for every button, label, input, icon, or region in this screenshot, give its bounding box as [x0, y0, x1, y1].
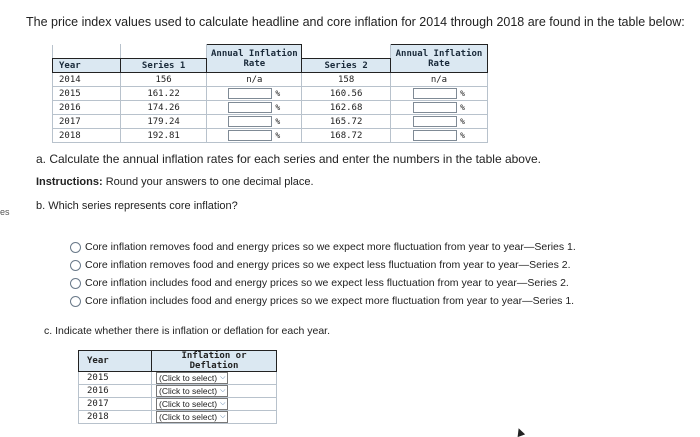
option-1[interactable]: Core inflation removes food and energy prices so we expect more fluctuation from year to year—Series 1.	[70, 238, 576, 256]
rate1-input-2015[interactable]	[228, 88, 272, 99]
option-3[interactable]: Core inflation includes food and energy prices so we expect less fluctuation from year to year—Series 2.	[70, 274, 576, 292]
price-index-table	[52, 44, 488, 143]
chevron-down-icon: ⌵	[220, 413, 226, 420]
question-b: b. Which series represents core inflation?	[36, 200, 238, 212]
radio-button[interactable]	[70, 296, 81, 307]
percent-sign: %	[275, 117, 281, 126]
select-2015[interactable]: (Click to select) ⌵	[156, 372, 228, 384]
table-row: 2018 192.81 % 168.72 %	[53, 129, 488, 143]
percent-sign: %	[275, 131, 281, 140]
rate1-input-2016[interactable]	[228, 102, 272, 113]
question-a: a. Calculate the annual inflation rates for each series and enter the numbers in the table above.	[36, 152, 541, 166]
question-c: c. Indicate whether there is inflation or deflation for each year.	[44, 325, 330, 337]
header-series1: Series 1	[120, 59, 207, 73]
header-rate2: Annual Inflation Rate	[390, 45, 487, 73]
instructions-label: Instructions:	[36, 176, 103, 188]
rate1-input-2017[interactable]	[228, 116, 272, 127]
radio-button[interactable]	[70, 278, 81, 289]
percent-sign: %	[460, 89, 465, 98]
table-row: 2017 179.24 % 165.72 %	[53, 115, 488, 129]
table-row: 2016 174.26 % 162.68 %	[53, 101, 488, 115]
header-year: Year	[79, 351, 152, 372]
percent-sign: %	[460, 131, 465, 140]
table-row: 2015 (Click to select) ⌵	[79, 372, 277, 385]
select-2016[interactable]: (Click to select) ⌵	[156, 385, 228, 397]
core-inflation-options	[70, 238, 576, 310]
percent-sign: %	[460, 117, 465, 126]
percent-sign: %	[275, 89, 281, 98]
header-rate1: Annual Inflation Rate	[207, 45, 302, 73]
table-row: 2018 (Click to select) ⌵	[79, 411, 277, 424]
rate2-input-2018[interactable]	[413, 130, 457, 141]
header-year: Year	[53, 59, 121, 73]
select-2017[interactable]: (Click to select) ⌵	[156, 398, 228, 410]
table-row: 2017 (Click to select) ⌵	[79, 398, 277, 411]
rate2-input-2015[interactable]	[413, 88, 457, 99]
margin-text: es	[0, 207, 10, 217]
percent-sign: %	[460, 103, 465, 112]
select-2018[interactable]: (Click to select) ⌵	[156, 411, 228, 423]
option-4[interactable]: Core inflation includes food and energy prices so we expect more fluctuation from year to year—Series 1.	[70, 292, 576, 310]
table-row: 2014 156 n/a 158 n/a	[53, 73, 488, 87]
header-series2: Series 2	[302, 59, 391, 73]
option-2[interactable]: Core inflation removes food and energy prices so we expect less fluctuation from year to year—Series 2.	[70, 256, 576, 274]
rate1-input-2018[interactable]	[228, 130, 272, 141]
chevron-down-icon: ⌵	[220, 374, 226, 381]
header-inflation-deflation: Inflation or Deflation	[152, 351, 277, 372]
radio-button[interactable]	[70, 242, 81, 253]
table-row: 2016 (Click to select) ⌵	[79, 385, 277, 398]
chevron-down-icon: ⌵	[220, 387, 226, 394]
cursor-icon	[515, 427, 525, 437]
instructions	[36, 176, 314, 188]
table-row: 2015 161.22 % 160.56 %	[53, 87, 488, 101]
percent-sign: %	[275, 103, 281, 112]
inflation-deflation-table	[78, 350, 277, 424]
chevron-down-icon: ⌵	[220, 400, 226, 407]
rate2-input-2017[interactable]	[413, 116, 457, 127]
instructions-text: Round your answers to one decimal place.	[105, 176, 314, 188]
intro-text: The price index values used to calculate headline and core inflation for 2014 through 2018 are found in the table below:	[26, 15, 685, 29]
rate2-input-2016[interactable]	[413, 102, 457, 113]
radio-button[interactable]	[70, 260, 81, 271]
